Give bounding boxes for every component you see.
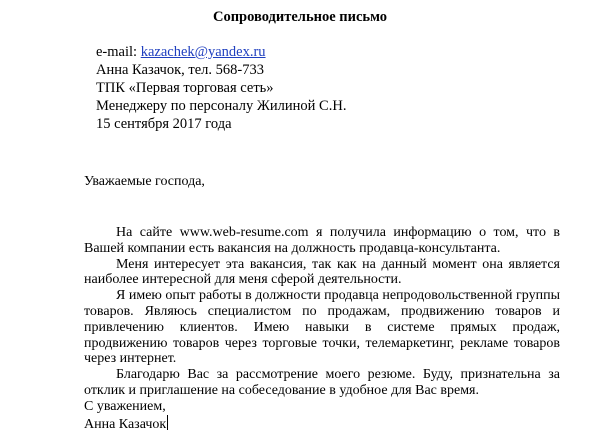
paragraph-3: Я имею опыт работы в должности продавца непродовольственной группы товаров. Являюсь специалистом по продажам, продвижению товаров и привлечению клиентов. Имею навыки в системе прямых продаж, продвижению товаров через торговые точки, телемаркетинг, рекламе товаров через интернет. <box>84 288 560 367</box>
date-line: 15 сентября 2017 года <box>96 116 232 132</box>
document-title: Сопроводительное письмо <box>212 9 388 25</box>
signature-line <box>84 415 560 433</box>
signature: Анна Казачок <box>84 416 167 432</box>
paragraph-4: Благодарю Вас за рассмотрение моего резюме. Буду, признательна за отклик и приглашение на собеседование в удобное для Вас время. <box>84 367 560 398</box>
paragraph-2: Меня интересует эта вакансия, так как на данный момент она является наиболее интересной для меня сферой деятельности. <box>84 256 560 288</box>
email-line <box>96 43 266 61</box>
text-cursor <box>167 415 168 430</box>
email-link[interactable]: kazachek@yandex.ru <box>140 44 266 60</box>
email-label: e-mail: <box>96 44 141 60</box>
greeting: Уважаемые господа, <box>84 174 205 189</box>
recipient-line: Менеджеру по персоналу Жилиной С.Н. <box>96 98 347 114</box>
paragraph-1: На сайте www.web-resume.com я получила информацию о том, что в Вашей компании есть вакансия на должность продавца-консультанта. <box>84 225 560 256</box>
letter-body <box>84 225 560 432</box>
closing: С уважением, <box>84 398 166 414</box>
company-line: ТПК «Первая торговая сеть» <box>96 80 274 96</box>
sender-line: Анна Казачок, тел. 568-733 <box>96 62 264 78</box>
